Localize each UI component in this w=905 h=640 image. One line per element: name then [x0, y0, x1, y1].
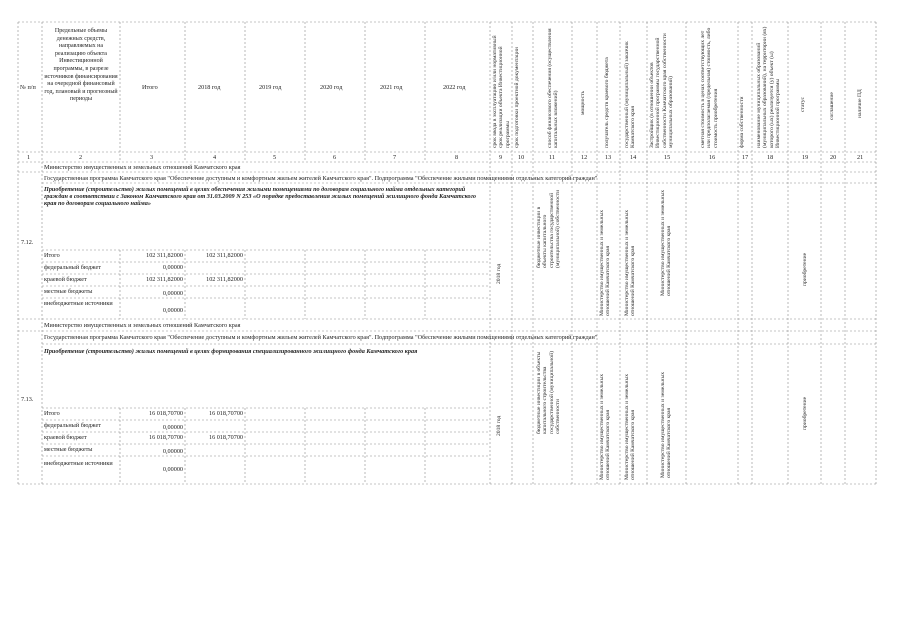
customer: Министерство имущественных и земельных отношений Камчатского края	[624, 373, 637, 480]
header-col13: получатель средств краевого бюджета	[604, 57, 610, 148]
colnum-15: 15	[664, 154, 671, 161]
colnum-11: 11	[549, 154, 555, 161]
row-number: 7.12.	[21, 239, 34, 246]
section-program: Государственная программа Камчатского края "Обеспечение доступным и комфортным жильем жителей Камчатского края". Подпрограмма "Обеспечение жилыми помещениями отдельных категорий граждан"	[44, 334, 598, 341]
header-col20: соглашение	[829, 92, 835, 120]
funding-label: местные бюджеты	[44, 288, 93, 295]
year-label: 2018 год	[496, 263, 502, 284]
header-col16: сметная стоимость в ценах соответствующих лет или предполагаемая (предельная) стоимость, либо стоимость приобретения	[700, 27, 719, 148]
funding-2018: 102 311,82000	[206, 276, 243, 283]
developer: Министерство имущественных и земельных отношений Камчатского края	[660, 189, 673, 296]
funding-total: 16 018,70700	[148, 434, 183, 441]
colnum-18: 18	[767, 154, 774, 161]
colnum-13: 13	[605, 154, 612, 161]
section-ministry: Министерство имущественных и земельных отношений Камчатского края	[44, 164, 241, 171]
header-col19: статус	[800, 97, 806, 112]
status: приобретение	[802, 396, 808, 430]
recipient: Министерство имущественных и земельных отношений Камчатского края	[599, 209, 612, 316]
recipient: Министерство имущественных и земельных отношений Камчатского края	[599, 373, 612, 480]
developer: Министерство имущественных и земельных отношений Камчатского края	[660, 371, 673, 478]
colnum-6: 6	[333, 154, 337, 161]
header-col11: способ финансового обеспечения (осуществления капитальных вложений)	[547, 28, 560, 148]
header-year-2021: 2021 год	[380, 84, 403, 91]
colnum-17: 17	[742, 154, 749, 161]
funding-label: краевой бюджет	[44, 276, 87, 283]
object-title: Приобретение (строительство) жилых помещений в целях формирования специализированного жилищного фонда Камчатского края	[44, 348, 418, 355]
funding-total: 0,00000	[162, 307, 183, 314]
funding-label: местные бюджеты	[44, 446, 93, 453]
funding-2018: 102 311,82000	[206, 252, 243, 259]
header-col21: наличие ПД	[857, 89, 863, 118]
colnum-14: 14	[630, 154, 637, 161]
header-year-2019: 2019 год	[259, 84, 282, 91]
funding-total: 0,00000	[162, 448, 183, 455]
object-title: Приобретение (строительство) жилых помещений в целях обеспечения жилыми помещениями по договорам социального найма отдельных категорий граждан в соответствии с Законом Камчатского края от 31.03.2009 N 253 «О порядке предоставления жилых помещений жилищного фонда Камчатского края по договорам социального найма»	[44, 186, 476, 208]
finance-method: бюджетные инвестиции в объекты капитального строительства государственной (муниципальной) собственности	[536, 189, 562, 268]
colnum-9: 9	[499, 154, 503, 161]
funding-total: 102 311,82000	[146, 276, 183, 283]
colnum-4: 4	[213, 154, 217, 161]
header-col15: Застройщик (в отношении объектов Инвестиционной программы государственной собственности Камчатского края собственности муниципальных образований)	[649, 33, 675, 148]
header-col18: наименование муниципальных образований (муниципальных образований), на территории (ях) которого (ых) реализуется (у) объект (ы) Инвестиционной программы	[756, 26, 782, 148]
header-year-2022: 2022 год	[443, 84, 466, 91]
colnum-8: 8	[455, 154, 459, 161]
funding-label: федеральный бюджет	[44, 264, 101, 271]
header-total: Итого	[142, 84, 158, 91]
colnum-20: 20	[830, 154, 837, 161]
funding-total: 0,00000	[162, 290, 183, 297]
finance-method: бюджетные инвестиции в объекты капитального строительства государственной (муниципальной) собственности	[536, 351, 562, 434]
section-ministry: Министерство имущественных и земельных отношений Камчатского края	[44, 322, 241, 329]
colnum-16: 16	[709, 154, 716, 161]
funding-total: 0,00000	[162, 466, 183, 473]
colnum-19: 19	[802, 154, 809, 161]
colnum-1: 1	[27, 154, 31, 161]
header-col14: государственный (муниципальный) заказчик Камчатского края	[624, 41, 637, 148]
header-year-2020: 2020 год	[320, 84, 343, 91]
status: приобретение	[802, 252, 808, 286]
colnum-2: 2	[79, 154, 83, 161]
colnum-10: 10	[518, 154, 525, 161]
colnum-5: 5	[273, 154, 277, 161]
funding-2018: 16 018,70700	[208, 410, 243, 417]
colnum-21: 21	[857, 154, 864, 161]
header-col10: срок подготовки проектной документации	[514, 47, 520, 148]
funding-2018: 16 018,70700	[208, 434, 243, 441]
colnum-12: 12	[581, 154, 588, 161]
colnum-7: 7	[393, 154, 397, 161]
header-col17: форма собственности	[739, 96, 745, 148]
funding-label: Итого	[44, 252, 60, 259]
funding-total: 102 311,82000	[146, 252, 183, 259]
header-num: № п/п	[20, 84, 36, 91]
funding-label: федеральный бюджет	[44, 422, 101, 429]
header-col9: срок ввода в эксплуатацию и/или нормативный срок реализации объекта Инвестиционной программы	[492, 35, 511, 148]
funding-total: 16 018,70700	[148, 410, 183, 417]
funding-label: внебюджетные источники	[44, 300, 113, 307]
funding-total: 0,00000	[162, 264, 183, 271]
funding-label: Итого	[44, 410, 60, 417]
customer: Министерство имущественных и земельных отношений Камчатского края	[624, 209, 637, 316]
funding-label: краевой бюджет	[44, 434, 87, 441]
header-description: Предельные объемы денежных средств, направляемых на реализацию объекта Инвестиционной программы, в разрезе источников финансирования на очередной финансовый год, плановый и прогнозный периоды	[44, 28, 118, 103]
section-program: Государственная программа Камчатского края "Обеспечение доступным и комфортным жильем жителей Камчатского края". Подпрограмма "Обеспечение жилыми помещениями отдельных категорий граждан"	[44, 175, 598, 182]
colnum-3: 3	[150, 154, 154, 161]
funding-label: внебюджетные источники	[44, 460, 113, 467]
funding-total: 0,00000	[162, 424, 183, 431]
year-label: 2018 год	[496, 415, 502, 436]
header-year-2018: 2018 год	[198, 84, 221, 91]
row-number: 7.13.	[21, 396, 34, 403]
header-col12: мощность	[580, 90, 586, 115]
